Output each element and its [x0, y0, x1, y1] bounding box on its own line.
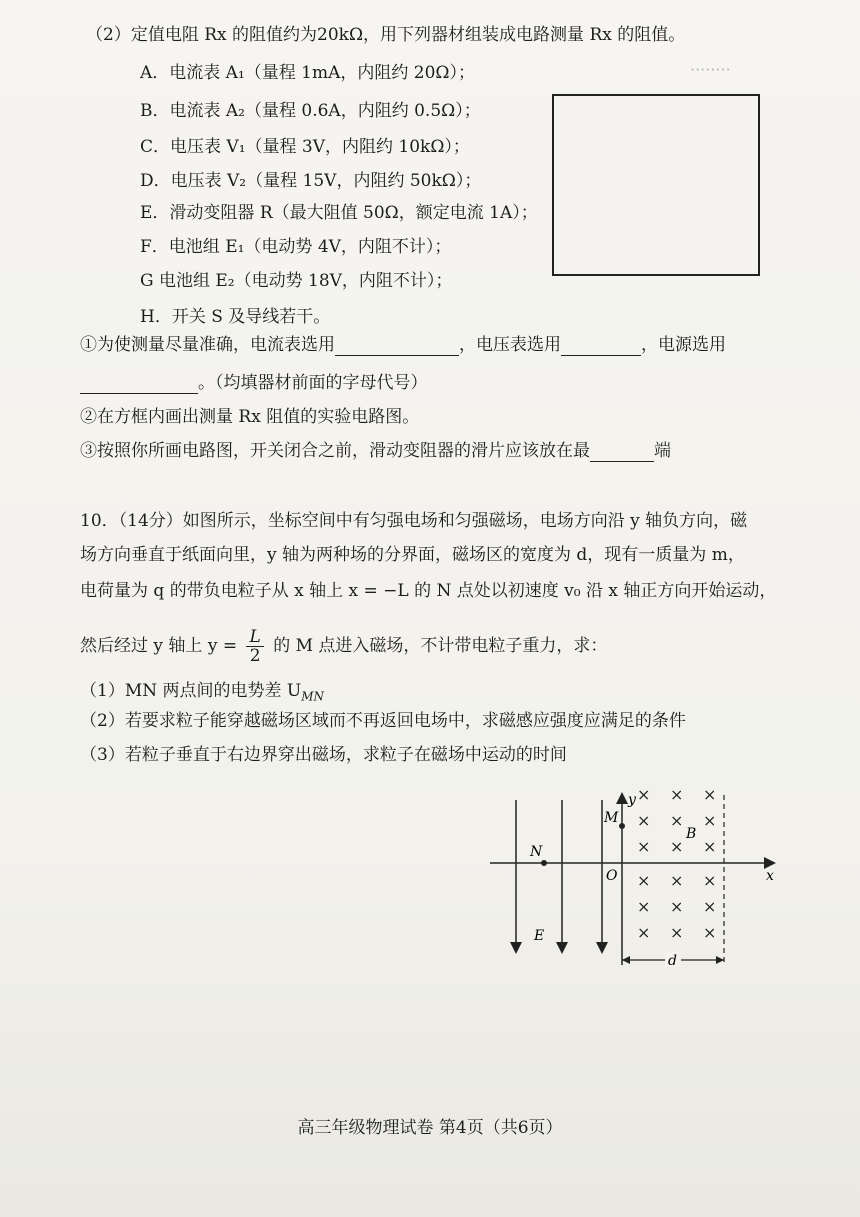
slider-position-answer-blank[interactable] — [590, 443, 654, 462]
magnetic-field-crosses — [637, 790, 716, 942]
cross-mark: × — [637, 923, 651, 942]
width-arrow-left — [622, 956, 630, 964]
cross-mark: × — [703, 897, 717, 916]
problem10-line1: 10．（14分）如图所示，坐标空间中有匀强电场和匀强磁场，电场方向沿 y 轴负方向，磁 — [80, 511, 748, 531]
cross-mark: × — [703, 811, 717, 830]
sub1-subscript: MN — [301, 689, 325, 704]
question-1-line — [80, 334, 726, 356]
ammeter-answer-blank[interactable] — [335, 337, 459, 356]
item-a: A．电流表 A₁（量程 1mA，内阻约 20Ω）； — [140, 63, 476, 83]
bleed-through-text: ········ — [690, 60, 731, 79]
circuit-diagram-answer-box[interactable] — [552, 94, 760, 276]
subquestion-1 — [80, 680, 324, 707]
point-n-label: N — [530, 844, 543, 860]
item-g: G 电池组 E₂（电动势 18V，内阻不计）； — [140, 271, 453, 291]
cross-mark: × — [637, 790, 651, 804]
cross-mark: × — [670, 790, 684, 804]
question-3-line — [80, 440, 671, 462]
cross-mark: × — [670, 871, 684, 890]
q1-text-a: ①为使测量尽量准确，电流表选用 — [80, 335, 335, 355]
x-axis-label: x — [766, 868, 774, 884]
cross-mark: × — [670, 897, 684, 916]
line4-text-b: 的 M 点进入磁场，不计带电粒子重力，求： — [273, 636, 608, 656]
line4-text-a: 然后经过 y 轴上 y = — [80, 636, 238, 656]
cross-mark: × — [703, 837, 717, 856]
cross-mark: × — [670, 811, 684, 830]
cross-mark: × — [637, 897, 651, 916]
origin-label: O — [606, 868, 618, 884]
field-diagram — [480, 790, 790, 980]
fraction-l-over-2 — [246, 628, 263, 665]
electric-field-label: E — [534, 928, 545, 944]
q1-text-c: ，电源选用 — [641, 335, 726, 355]
question-2: ②在方框内画出测量 Rx 阻值的实验电路图。 — [80, 407, 420, 427]
problem10-line4 — [80, 628, 607, 665]
item-b: B．电流表 A₂（量程 0.6A，内阻约 0.5Ω）； — [140, 101, 481, 121]
point-m-label: M — [604, 810, 619, 826]
item-c: C．电压表 V₁（量程 3V，内阻约 10kΩ）； — [140, 137, 470, 157]
item-h: H．开关 S 及导线若干。 — [140, 307, 331, 327]
cross-mark: × — [670, 837, 684, 856]
q1-text-b: ，电压表选用 — [459, 335, 561, 355]
fraction-numerator: L — [246, 628, 263, 647]
q3-text-a: ③按照你所画电路图，开关闭合之前，滑动变阻器的滑片应该放在最 — [80, 441, 590, 461]
point-m — [619, 823, 625, 829]
item-e: E．滑动变阻器 R（最大阻值 50Ω，额定电流 1A）； — [140, 203, 538, 223]
subquestion-2: （2）若要求粒子能穿越磁场区域而不再返回电场中，求磁感应强度应满足的条件 — [80, 711, 686, 731]
problem10-line3: 电荷量为 q 的带负电粒子从 x 轴上 x = −L 的 N 点处以初速度 v₀ 沿 x 轴正方向开始运动， — [80, 581, 777, 601]
question-1-line-2 — [80, 372, 428, 394]
y-axis-label: y — [628, 792, 636, 808]
width-d-label: d — [668, 953, 677, 969]
cross-mark: × — [670, 923, 684, 942]
voltmeter-answer-blank[interactable] — [561, 337, 641, 356]
cross-mark: × — [637, 871, 651, 890]
cross-mark: × — [703, 871, 717, 890]
cross-mark: × — [703, 790, 717, 804]
problem10-line2: 场方向垂直于纸面向里，y 轴为两种场的分界面，磁场区的宽度为 d，现有一质量为 m， — [80, 545, 745, 565]
item-d: D．电压表 V₂（量程 15V，内阻约 50kΩ）； — [140, 171, 482, 191]
power-source-answer-blank[interactable] — [80, 375, 198, 394]
width-arrow-right — [716, 956, 724, 964]
sub1-text: （1）MN 两点间的电势差 U — [80, 681, 302, 701]
cross-mark: × — [703, 923, 717, 942]
point-n — [541, 860, 547, 866]
part2-intro: （2）定值电阻 Rx 的阻值约为20kΩ，用下列器材组装成电路测量 Rx 的阻值。 — [86, 25, 686, 45]
subquestion-3: （3）若粒子垂直于右边界穿出磁场，求粒子在磁场中运动的时间 — [80, 745, 567, 765]
q1-text-d: 。（均填器材前面的字母代号） — [198, 373, 428, 393]
fraction-denominator: 2 — [249, 646, 261, 666]
cross-mark: × — [637, 837, 651, 856]
item-f: F．电池组 E₁（电动势 4V，内阻不计）； — [140, 237, 452, 257]
magnetic-field-label: B — [686, 826, 697, 842]
cross-mark: × — [637, 811, 651, 830]
q3-text-b: 端 — [654, 441, 671, 461]
page-footer: 高三年级物理试卷 第4页（共6页） — [297, 1118, 563, 1138]
